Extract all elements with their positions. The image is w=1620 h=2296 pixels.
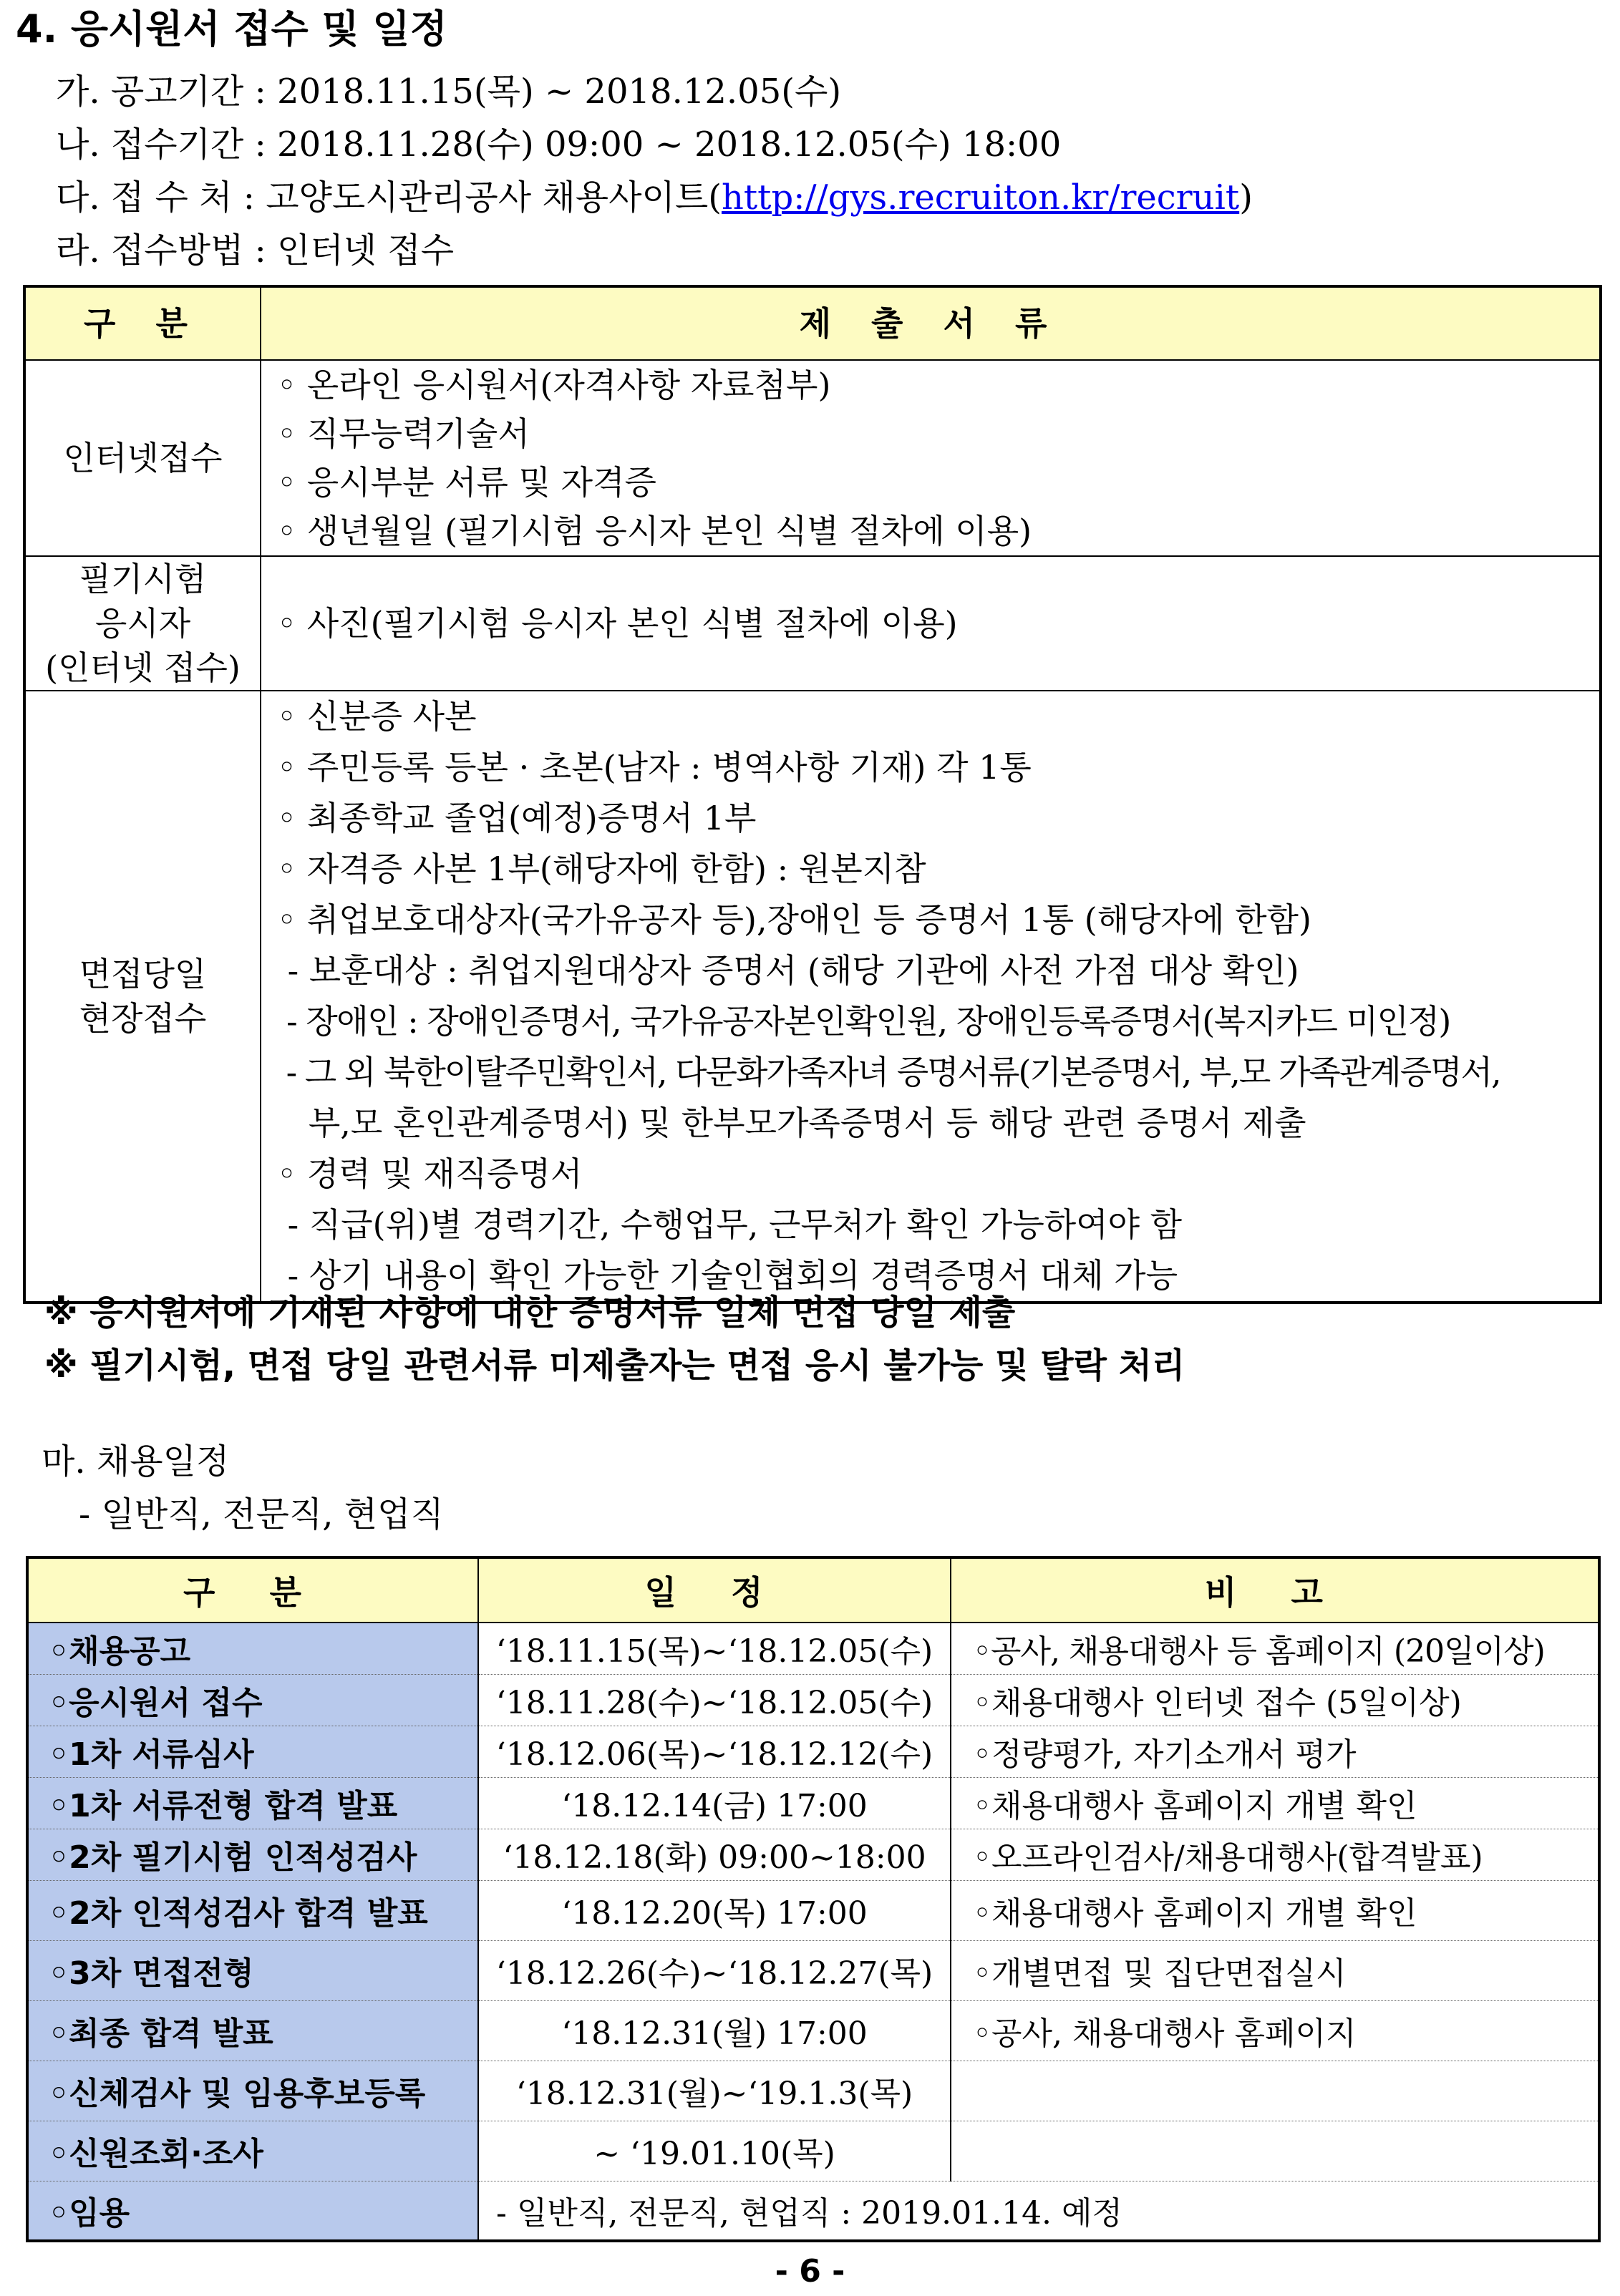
header-date: 일 정 [478,1557,951,1623]
date-cell: ‘18.11.28(수)~‘18.12.05(수) [478,1674,951,1726]
date-cell: ~ ‘19.01.10(목) [478,2121,951,2181]
items-cell [261,556,1601,691]
stage-cell: ◦2차 필기시험 인적성검사 [27,1829,478,1880]
document-item: ◦ 신분증 사본 [277,697,477,736]
section-title: 4. 응시원서 접수 및 일정 [16,6,447,52]
site-label: 다. 접 수 처 : 고양도시관리공사 채용사이트( [56,177,722,218]
date-cell: ‘18.11.15(목)~‘18.12.05(수) [478,1623,951,1674]
table-row [27,2121,1599,2181]
documents-header-row [24,286,1601,360]
table-row [27,1623,1599,1674]
header-documents: 제 출 서 류 [261,286,1601,360]
date-cell: ‘18.12.14(금) 17:00 [478,1777,951,1829]
info-line-notice-period: 가. 공고기간 : 2018.11.15(목) ~ 2018.12.05(수) [56,72,842,112]
stage-cell: ◦임용 [27,2181,478,2241]
stage-cell: ◦2차 인적성검사 합격 발표 [27,1880,478,1940]
date-cell: ‘18.12.31(월)~‘19.1.3(목) [478,2061,951,2121]
site-label-close: ) [1239,177,1253,218]
table-row [27,1777,1599,1829]
document-item: ◦ 응시부분 서류 및 자격증 [277,463,656,502]
documents-row-internet [24,360,1601,556]
document-item: ◦ 온라인 응시원서(자격사항 자료첨부) [277,366,831,404]
stage-cell: ◦최종 합격 발표 [27,2000,478,2061]
documents-row-interview [24,691,1601,1303]
info-line-application-period: 나. 접수기간 : 2018.11.28(수) 09:00 ~ 2018.12.05(수) 18:00 [56,125,1062,165]
items-cell [261,360,1601,556]
schedule-table [26,1556,1601,2242]
document-item: ◦ 자격증 사본 1부(해당자에 한함) : 원본지참 [277,850,926,888]
stage-cell: ◦응시원서 접수 [27,1674,478,1726]
document-subitem: - 상기 내용이 확인 가능한 기술인협회의 경력증명서 대체 가능 [277,1256,1178,1295]
document-item: ◦ 직무능력기술서 [277,414,530,453]
stage-cell: ◦3차 면접전형 [27,1940,478,2000]
document-subitem: - 그 외 북한이탈주민확인서, 다문화가족자녀 증명서류(기본증명서, 부,모 가족관계증명서, [277,1053,1500,1091]
recruit-site-link[interactable]: http://gys.recruiton.kr/recruit [721,177,1240,218]
table-row [27,1726,1599,1777]
page-number: - 6 - [775,2253,845,2290]
document-subitem: - 직급(위)별 경력기간, 수행업무, 근무처가 확인 가능하여야 함 [277,1205,1183,1244]
note-cell: ◦채용대행사 홈페이지 개별 확인 [951,1777,1599,1829]
note-cell [951,2061,1599,2121]
schedule-title: 마. 채용일정 [42,1441,230,1482]
document-item: ◦ 사진(필기시험 응시자 본인 식별 절차에 이용) [277,604,958,643]
note-certificate-submission: ※ 응시원서에 기재된 사항에 대한 증명서류 일체 면접 당일 제출 [44,1293,1016,1333]
note-cell: ◦오프라인검사/채용대행사(합격발표) [951,1829,1599,1880]
document-item: ◦ 최종학교 졸업(예정)증명서 1부 [277,799,757,837]
document-item: ◦ 생년월일 (필기시험 응시자 본인 식별 절차에 이용) [277,512,1032,550]
documents-table [23,285,1602,1304]
note-cell: ◦채용대행사 인터넷 접수 (5일이상) [951,1674,1599,1726]
document-item: ◦ 취업보호대상자(국가유공자 등),장애인 등 증명서 1통 (해당자에 한함) [277,900,1311,939]
stage-cell: ◦신체검사 및 임용후보등록 [27,2061,478,2121]
schedule-header-row [27,1557,1599,1623]
date-cell: ‘18.12.06(목)~‘18.12.12(수) [478,1726,951,1777]
appointment-cell: - 일반직, 전문직, 현업직 : 2019.01.14. 예정 [478,2181,1599,2241]
category-cell: 면접당일 현장접수 [24,691,261,1303]
document-subitem: - 보훈대상 : 취업지원대상자 증명서 (해당 기관에 사전 가점 대상 확인) [277,951,1299,990]
category-cell: 인터넷접수 [24,360,261,556]
table-row [27,2061,1599,2121]
note-cell: ◦채용대행사 홈페이지 개별 확인 [951,1880,1599,1940]
document-item: ◦ 주민등록 등본 · 초본(남자 : 병역사항 기재) 각 1통 [277,748,1032,787]
stage-cell: ◦채용공고 [27,1623,478,1674]
date-cell: ‘18.12.18(화) 09:00~18:00 [478,1829,951,1880]
stage-cell: ◦1차 서류전형 합격 발표 [27,1777,478,1829]
note-cell [951,2121,1599,2181]
date-cell: ‘18.12.20(목) 17:00 [478,1880,951,1940]
date-cell: ‘18.12.26(수)~‘18.12.27(목) [478,1940,951,2000]
table-row [27,1829,1599,1880]
table-row [27,1880,1599,1940]
document-subitem: - 장애인 : 장애인증명서, 국가유공자본인확인원, 장애인등록증명서(복지카드 미인정) [277,1002,1450,1041]
category-cell: 필기시험 응시자 (인터넷 접수) [24,556,261,691]
table-row [27,1674,1599,1726]
header-category: 구 분 [24,286,261,360]
document-subitem: 부,모 혼인관계증명서) 및 한부모가족증명서 등 해당 관련 증명서 제출 [277,1104,1306,1142]
date-cell: ‘18.12.31(월) 17:00 [478,2000,951,2061]
note-cell: ◦정량평가, 자기소개서 평가 [951,1726,1599,1777]
note-cell: ◦개별면접 및 집단면접실시 [951,1940,1599,2000]
info-line-application-method: 라. 접수방법 : 인터넷 접수 [56,230,455,271]
note-cell: ◦공사, 채용대행사 홈페이지 [951,2000,1599,2061]
header-note: 비 고 [951,1557,1599,1623]
note-missing-documents: ※ 필기시험, 면접 당일 관련서류 미제출자는 면접 응시 불가능 및 탈락 처리 [44,1346,1185,1386]
table-row [27,1940,1599,2000]
note-cell: ◦공사, 채용대행사 등 홈페이지 (20일이상) [951,1623,1599,1674]
header-stage: 구 분 [27,1557,478,1623]
document-item: ◦ 경력 및 재직증명서 [277,1154,583,1193]
schedule-subtitle: - 일반직, 전문직, 현업직 [79,1494,444,1534]
info-line-application-site [56,173,1253,222]
table-row-appointment [27,2181,1599,2241]
table-row [27,2000,1599,2061]
documents-row-written-exam [24,556,1601,691]
stage-cell: ◦1차 서류심사 [27,1726,478,1777]
items-cell [261,691,1601,1303]
stage-cell: ◦신원조회·조사 [27,2121,478,2181]
